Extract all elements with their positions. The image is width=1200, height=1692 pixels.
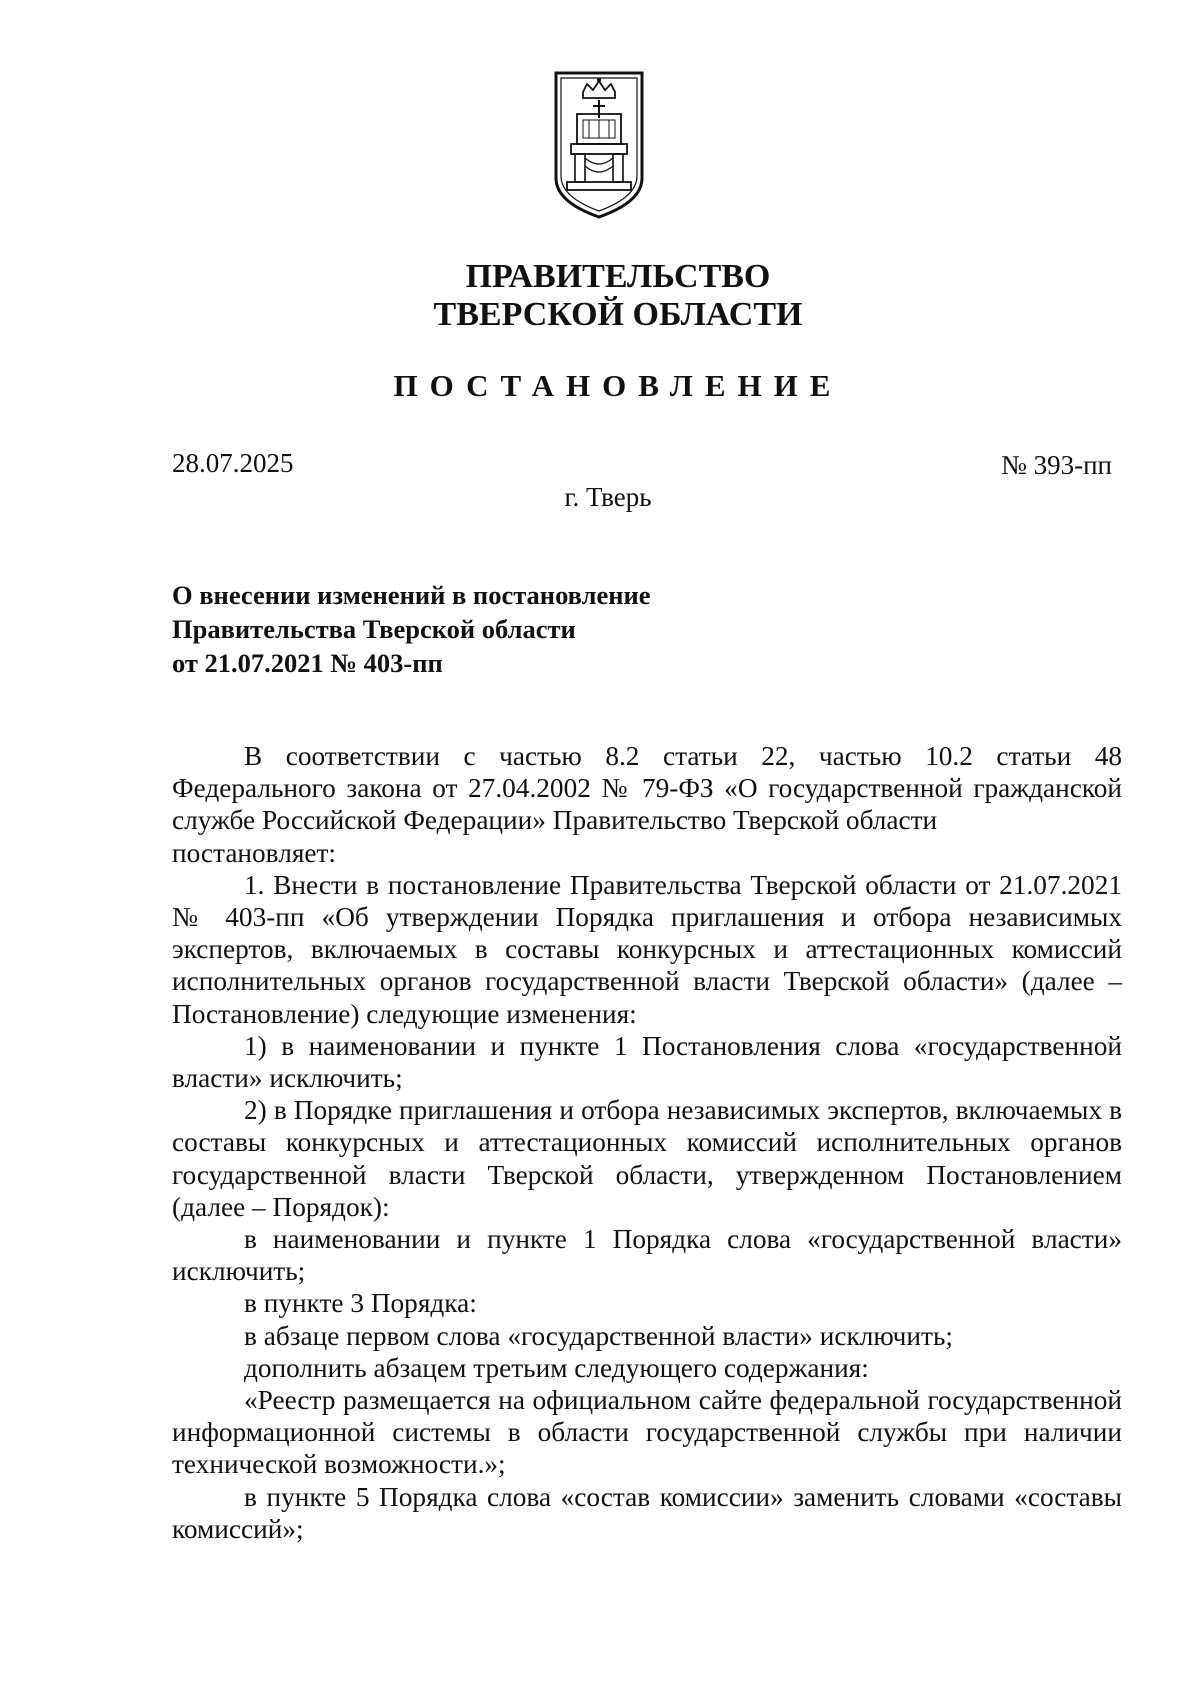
- subject-line3: от 21.07.2021 № 403-пп: [172, 648, 443, 678]
- paragraph-preamble-tail: постановляет:: [172, 837, 337, 868]
- subject-line2: Правительства Тверской области: [172, 614, 576, 644]
- paragraph-subitem-1: 1) в наименовании и пункте 1 Постановления слова «государственной власти» исключить;: [172, 1030, 1122, 1094]
- paragraph-item-1: 1. Внести в постановление Правительства Тверской области от 21.07.2021 № 403-пп «Об утверждении Порядка приглашения и отбора независимых экспертов, включаемых в составы конкурсных и аттестационных комиссий исполнительных органов государственной власти Тверской области» (далее – Постановление) следующие изменения:: [172, 869, 1122, 1029]
- paragraph-amendment-2: в пункте 3 Порядка:: [244, 1288, 477, 1319]
- paragraph-amendment-4: дополнить абзацем третьим следующего содержания:: [244, 1352, 869, 1383]
- document-subject: [172, 578, 651, 680]
- document-type-title: ПОСТАНОВЛЕНИЕ: [393, 368, 843, 403]
- document-number: № 393-пп: [1001, 450, 1112, 480]
- organization-name-line1: ПРАВИТЕЛЬСТВО: [465, 258, 771, 295]
- paragraph-amendment-3: в абзаце первом слова «государственной власти» исключить;: [244, 1320, 953, 1351]
- paragraph-amendment-1: в наименовании и пункте 1 Порядка слова «государственной власти» исключить;: [172, 1224, 1122, 1287]
- organization-name-line2: ТВЕРСКОЙ ОБЛАСТИ: [433, 296, 803, 333]
- document-date: 28.07.2025: [172, 448, 294, 478]
- tver-coat-of-arms-icon: [553, 70, 645, 220]
- paragraph-subitem-2: 2) в Порядке приглашения и отбора независимых экспертов, включаемых в составы конкурсных и аттестационных комиссий исполнительных органов государственной власти Тверской области, утвержденном Постановлением (далее – Порядок):: [172, 1095, 1122, 1222]
- document-body: [172, 740, 1122, 1545]
- document-city: г. Тверь: [564, 482, 652, 512]
- paragraph-quoted-text: «Реестр размещается на официальном сайте федеральной государственной информационной системы в области государственной службы при наличии технической возможности.»;: [172, 1385, 1122, 1480]
- subject-line1: О внесении изменений в постановление: [172, 580, 651, 610]
- paragraph-amendment-5: в пункте 5 Порядка слова «состав комиссии» заменить словами «составы комиссий»;: [172, 1481, 1122, 1544]
- paragraph-preamble: В соответствии с частью 8.2 статьи 22, частью 10.2 статьи 48 Федерального закона от 27.04.2002 № 79-ФЗ «О государственной гражданской службе Российской Федерации» Правительство Тверской области: [172, 741, 1122, 836]
